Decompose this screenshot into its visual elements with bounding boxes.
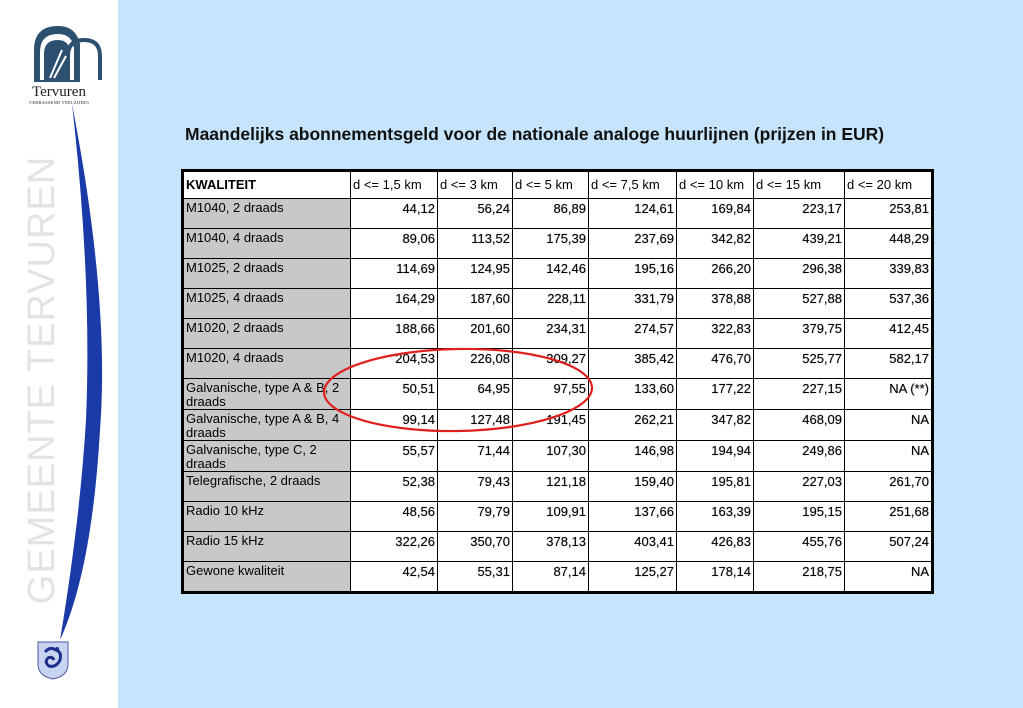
table-cell: [754, 472, 845, 502]
table-cell: [589, 532, 677, 562]
cell-value: 142,46: [546, 261, 586, 276]
table-cell: [589, 319, 677, 349]
cell-value: 50,51: [402, 381, 435, 396]
table-cell: [513, 562, 589, 593]
table-cell: [589, 410, 677, 441]
table-cell: [351, 259, 438, 289]
table-cell: [677, 441, 754, 472]
table-cell: [438, 289, 513, 319]
cell-value: 125,27: [634, 564, 674, 579]
cell-value: NA: [910, 443, 929, 458]
table-cell: [845, 199, 933, 229]
cell-value: 468,09: [802, 412, 842, 427]
sidebar: [0, 0, 118, 708]
table-cell: [754, 562, 845, 593]
table-cell: [754, 410, 845, 441]
page-title: Maandelijks abonnementsgeld voor de nationale analoge huurlijnen (prijzen in EUR): [185, 124, 885, 144]
table-row: [183, 289, 933, 319]
table-cell: [677, 289, 754, 319]
row-label: Radio 10 kHz: [183, 502, 351, 532]
table-cell: [677, 502, 754, 532]
cell-value: 234,31: [546, 321, 586, 336]
table-cell: [513, 259, 589, 289]
cell-value: 124,95: [470, 261, 510, 276]
cell-value: 249,86: [802, 443, 842, 458]
row-label: M1040, 4 draads: [183, 229, 351, 259]
price-table-container: [181, 169, 934, 594]
column-header: d <= 5 km: [513, 171, 589, 199]
cell-value: 159,40: [634, 474, 674, 489]
table-row: [183, 532, 933, 562]
table-cell: [677, 379, 754, 410]
table-cell: [513, 289, 589, 319]
table-cell: [589, 229, 677, 259]
table-row: [183, 229, 933, 259]
table-cell: [589, 289, 677, 319]
cell-value: 226,08: [470, 351, 510, 366]
table-cell: [438, 532, 513, 562]
table-cell: [351, 349, 438, 379]
table-cell: [845, 532, 933, 562]
table-header-row: [183, 171, 933, 199]
table-cell: [589, 349, 677, 379]
table-cell: [513, 410, 589, 441]
row-label: Galvanische, type C, 2 draads: [183, 441, 351, 472]
table-cell: [438, 199, 513, 229]
cell-value: 455,76: [802, 534, 842, 549]
cell-value: 296,38: [802, 261, 842, 276]
table-cell: [438, 410, 513, 441]
cell-value: 71,44: [477, 443, 510, 458]
cell-value: 342,82: [711, 231, 751, 246]
cell-value: 237,69: [634, 231, 674, 246]
cell-value: 218,75: [802, 564, 842, 579]
cell-value: 52,38: [402, 474, 435, 489]
cell-value: 322,26: [395, 534, 435, 549]
table-cell: [589, 379, 677, 410]
table-cell: [589, 441, 677, 472]
cell-value: 350,70: [470, 534, 510, 549]
cell-value: 42,54: [402, 564, 435, 579]
table-row: [183, 562, 933, 593]
cell-value: 146,98: [634, 443, 674, 458]
cell-value: 525,77: [802, 351, 842, 366]
cell-value: 378,13: [546, 534, 586, 549]
table-cell: [351, 199, 438, 229]
cell-value: 309,27: [546, 351, 586, 366]
row-label: M1025, 4 draads: [183, 289, 351, 319]
cell-value: 274,57: [634, 321, 674, 336]
table-cell: [677, 562, 754, 593]
cell-value: 56,24: [477, 201, 510, 216]
table-cell: [513, 532, 589, 562]
table-cell: [845, 502, 933, 532]
cell-value: 403,41: [634, 534, 674, 549]
table-cell: [845, 229, 933, 259]
table-cell: [845, 319, 933, 349]
cell-value: 331,79: [634, 291, 674, 306]
table-cell: [513, 229, 589, 259]
table-cell: [351, 410, 438, 441]
cell-value: 55,31: [477, 564, 510, 579]
table-cell: [513, 199, 589, 229]
cell-value: 113,52: [471, 231, 510, 246]
cell-value: 121,18: [546, 474, 586, 489]
row-label: M1020, 2 draads: [183, 319, 351, 349]
table-cell: [845, 259, 933, 289]
cell-value: 195,15: [802, 504, 842, 519]
cell-value: 261,70: [889, 474, 929, 489]
cell-value: 127,48: [470, 412, 510, 427]
row-label: Galvanische, type A & B, 4 draads: [183, 410, 351, 441]
table-cell: [438, 259, 513, 289]
cell-value: 228,11: [547, 291, 586, 306]
cell-value: 86,89: [553, 201, 586, 216]
cell-value: 426,83: [711, 534, 751, 549]
cell-value: 582,17: [889, 351, 929, 366]
column-header: KWALITEIT: [183, 171, 351, 199]
table-cell: [754, 319, 845, 349]
table-cell: [438, 472, 513, 502]
cell-value: 448,29: [889, 231, 929, 246]
cell-value: NA: [910, 412, 929, 427]
table-cell: [754, 289, 845, 319]
cell-value: 412,45: [889, 321, 929, 336]
table-cell: [754, 441, 845, 472]
cell-value: 79,79: [477, 504, 510, 519]
table-cell: [845, 289, 933, 319]
table-cell: [438, 229, 513, 259]
table-cell: [677, 410, 754, 441]
cell-value: 163,39: [711, 504, 751, 519]
table-row: [183, 259, 933, 289]
cell-value: 89,06: [402, 231, 435, 246]
vertical-municipality-text: GEMEENTE TERVUREN: [21, 155, 63, 605]
cell-value: 507,24: [889, 534, 929, 549]
cell-value: NA: [910, 564, 929, 579]
table-cell: [351, 379, 438, 410]
table-cell: [754, 502, 845, 532]
table-cell: [513, 472, 589, 502]
table-row: [183, 199, 933, 229]
cell-value: 79,43: [477, 474, 510, 489]
table-cell: [351, 472, 438, 502]
table-cell: [513, 319, 589, 349]
cell-value: 169,84: [711, 201, 751, 216]
cell-value: 439,21: [802, 231, 842, 246]
logo-tagline: VERRASSEND VEELZIJDIG: [28, 100, 90, 105]
cell-value: 191,45: [546, 412, 586, 427]
table-cell: [513, 349, 589, 379]
table-cell: [754, 379, 845, 410]
table-cell: [589, 472, 677, 502]
table-cell: [351, 532, 438, 562]
cell-value: 227,03: [802, 474, 842, 489]
table-cell: [845, 379, 933, 410]
cell-value: 44,12: [402, 201, 435, 216]
column-header: d <= 20 km: [845, 171, 933, 199]
table-cell: [513, 502, 589, 532]
row-label: M1040, 2 draads: [183, 199, 351, 229]
cell-value: 97,55: [553, 381, 586, 396]
table-cell: [677, 229, 754, 259]
table-cell: [589, 562, 677, 593]
cell-value: 262,21: [634, 412, 674, 427]
table-cell: [351, 562, 438, 593]
cell-value: 227,15: [802, 381, 842, 396]
cell-value: 175,39: [546, 231, 586, 246]
column-header: d <= 1,5 km: [351, 171, 438, 199]
cell-value: 385,42: [634, 351, 674, 366]
table-cell: [754, 532, 845, 562]
table-cell: [845, 410, 933, 441]
cell-value: 187,60: [470, 291, 510, 306]
table-cell: [845, 562, 933, 593]
cell-value: 527,88: [802, 291, 842, 306]
table-cell: [438, 562, 513, 593]
logo-wordmark: Tervuren: [32, 84, 86, 100]
cell-value: 476,70: [711, 351, 751, 366]
row-label: M1020, 4 draads: [183, 349, 351, 379]
table-row: [183, 349, 933, 379]
table-cell: [677, 259, 754, 289]
table-cell: [351, 319, 438, 349]
cell-value: 87,14: [553, 564, 586, 579]
table-row: [183, 472, 933, 502]
table-row: [183, 441, 933, 472]
cell-value: 201,60: [470, 321, 510, 336]
row-label: Gewone kwaliteit: [183, 562, 351, 593]
price-table: [181, 169, 934, 594]
cell-value: 195,16: [634, 261, 674, 276]
cell-value: 266,20: [711, 261, 751, 276]
cell-value: 537,36: [889, 291, 929, 306]
table-cell: [438, 441, 513, 472]
table-cell: [754, 199, 845, 229]
cell-value: 178,14: [711, 564, 751, 579]
coat-of-arms-icon: [36, 640, 70, 680]
table-cell: [438, 379, 513, 410]
table-cell: [677, 349, 754, 379]
table-cell: [845, 472, 933, 502]
cell-value: 64,95: [477, 381, 510, 396]
cell-value: 107,30: [546, 443, 586, 458]
column-header: d <= 3 km: [438, 171, 513, 199]
row-label: Radio 15 kHz: [183, 532, 351, 562]
cell-value: 109,91: [546, 504, 586, 519]
table-cell: [351, 229, 438, 259]
table-cell: [589, 199, 677, 229]
table-cell: [351, 502, 438, 532]
cell-value: 133,60: [634, 381, 674, 396]
table-cell: [351, 441, 438, 472]
table-row: [183, 410, 933, 441]
column-header: d <= 7,5 km: [589, 171, 677, 199]
table-cell: [754, 229, 845, 259]
cell-value: 137,66: [634, 504, 674, 519]
table-cell: [351, 289, 438, 319]
table-cell: [845, 441, 933, 472]
cell-value: 322,83: [711, 321, 751, 336]
cell-value: 194,94: [711, 443, 751, 458]
cell-value: 177,22: [711, 381, 751, 396]
table-cell: [677, 532, 754, 562]
cell-value: 204,53: [395, 351, 435, 366]
table-cell: [438, 319, 513, 349]
cell-value: 378,88: [711, 291, 751, 306]
column-header: d <= 15 km: [754, 171, 845, 199]
cell-value: 347,82: [711, 412, 751, 427]
cell-value: 339,83: [889, 261, 929, 276]
table-cell: [438, 502, 513, 532]
table-cell: [677, 472, 754, 502]
cell-value: 124,61: [634, 201, 674, 216]
cell-value: 99,14: [402, 412, 435, 427]
cell-value: 379,75: [802, 321, 842, 336]
table-cell: [845, 349, 933, 379]
table-cell: [754, 349, 845, 379]
table-cell: [513, 379, 589, 410]
cell-value: 195,81: [711, 474, 751, 489]
table-row: [183, 319, 933, 349]
table-row: [183, 379, 933, 410]
table-cell: [589, 502, 677, 532]
row-label: M1025, 2 draads: [183, 259, 351, 289]
cell-value: 253,81: [889, 201, 929, 216]
table-cell: [513, 441, 589, 472]
column-header: d <= 10 km: [677, 171, 754, 199]
row-label: Galvanische, type A & B, 2 draads: [183, 379, 351, 410]
cell-value: 164,29: [395, 291, 435, 306]
table-cell: [754, 259, 845, 289]
table-cell: [589, 259, 677, 289]
cell-value: 55,57: [402, 443, 435, 458]
table-cell: [677, 319, 754, 349]
table-cell: [677, 199, 754, 229]
table-row: [183, 502, 933, 532]
cell-value: 223,17: [802, 201, 842, 216]
row-label: Telegrafische, 2 draads: [183, 472, 351, 502]
table-cell: [438, 349, 513, 379]
cell-value: 114,69: [396, 261, 435, 276]
cell-value: 48,56: [402, 504, 435, 519]
cell-value: 251,68: [889, 504, 929, 519]
cell-value: 188,66: [395, 321, 435, 336]
cell-value: NA (**): [889, 381, 929, 396]
